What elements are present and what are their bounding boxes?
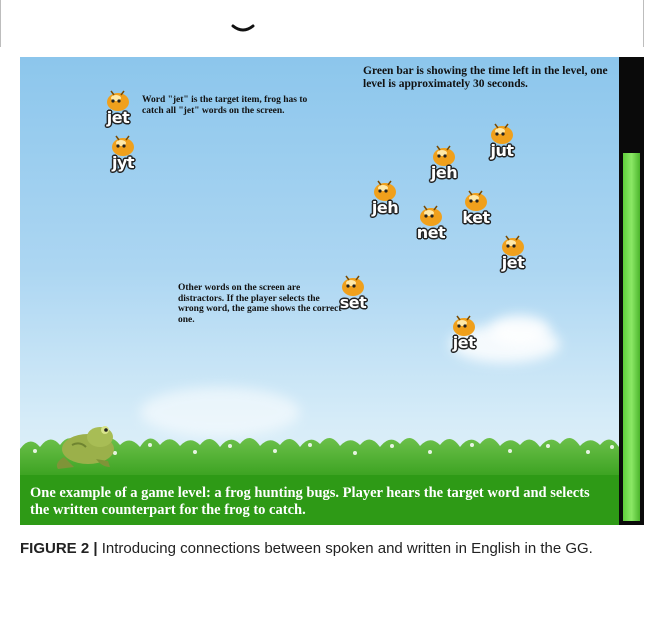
bug-word-label: set	[339, 293, 367, 312]
bug-word-target[interactable]	[444, 315, 484, 351]
bug-word-label: jyt	[111, 153, 135, 172]
level-description: One example of a game level: a frog hunting bugs. Player hears the target word and selects the written counterpart for the frog to catch.	[30, 485, 590, 518]
bug-word-distractor[interactable]	[482, 123, 522, 159]
bug-word-distractor[interactable]	[424, 145, 464, 181]
figure-caption	[20, 538, 632, 560]
bug-word-label: ket	[462, 208, 490, 227]
bug-word-label: net	[416, 223, 446, 242]
frog-icon	[50, 417, 120, 472]
bug-word-target[interactable]	[493, 235, 533, 271]
bug-word-distractor[interactable]	[333, 275, 373, 311]
smile-mark-icon	[228, 22, 258, 36]
figure-label: FIGURE 2 |	[20, 540, 98, 557]
bug-word-label: jeh	[430, 163, 458, 182]
bug-word-label: jet	[501, 253, 525, 272]
bug-word-label: jut	[490, 141, 514, 160]
game-screenshot	[20, 57, 644, 525]
bug-word-label: jeh	[371, 198, 399, 217]
bug-word-label: jet	[452, 333, 476, 352]
figure-frame-top	[0, 0, 652, 47]
bug-word-distractor[interactable]	[411, 205, 451, 241]
bug-word-distractor[interactable]	[456, 190, 496, 226]
target-word-annotation: Word "jet" is the target item, frog has to catch all "jet" words on the screen.	[142, 95, 308, 116]
cloud	[490, 315, 550, 345]
bug-word-label: jet	[106, 108, 130, 127]
timer-annotation: Green bar is showing the time left in the level, one level is approximately 30 seconds.	[363, 65, 608, 90]
time-left-bar	[623, 153, 640, 521]
bug-word-distractor[interactable]	[365, 180, 405, 216]
distractors-annotation: Other words on the screen are distractors. If the player selects the wrong word, the game shows the correct one.	[178, 283, 342, 325]
bug-word-distractor[interactable]	[103, 135, 143, 171]
bug-word-target[interactable]	[98, 90, 138, 126]
figure-caption-text: Introducing connections between spoken and written in English in the GG.	[97, 540, 593, 557]
